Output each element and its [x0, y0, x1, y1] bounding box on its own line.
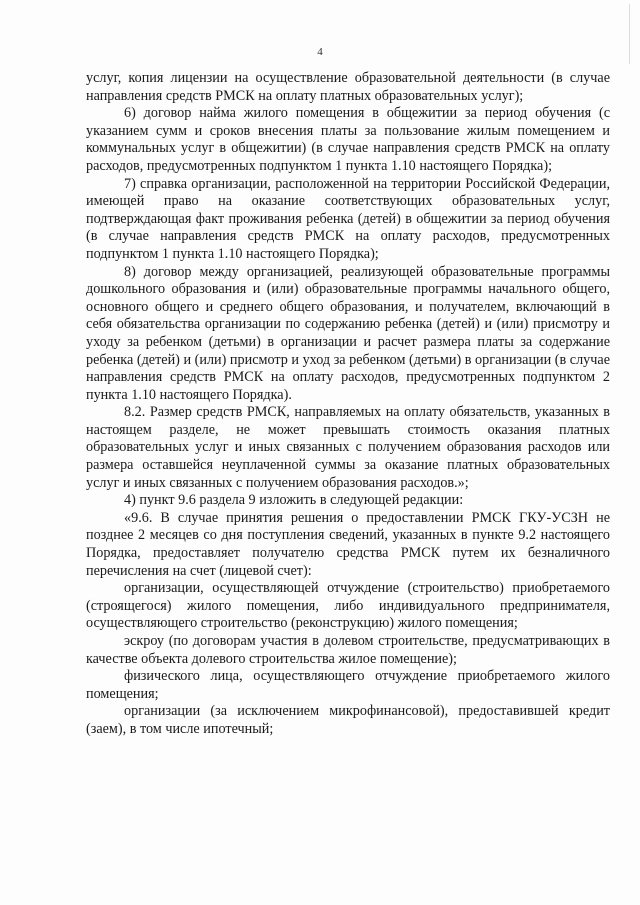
paragraph-item-6: 6) договор найма жилого помещения в общежитии за период обучения (с указанием сумм и сроков внесения платы за пользование жилым помещением и коммунальных услуг в общежитии) (в случае направления средств РМСК на оплату расходов, предусмотренных подпунктом 1 пункта 1.10 настоящего Порядка); — [86, 105, 610, 174]
paragraph-8-2: 8.2. Размер средств РМСК, направляемых на оплату обязательств, указанных в настоящем разделе, не может превышать стоимость оказания платных образовательных услуг и иных связанных с получением образования расходов или размера оставшейся неуплаченной суммы за оказание платных образовательных услуг и иных связанных с получением образования расходов.»; — [86, 404, 610, 491]
document-body — [86, 70, 610, 739]
list-item-individual: физического лица, осуществляющего отчуждение приобретаемого жилого помещения; — [86, 668, 610, 702]
paragraph-9-6-text: «9.6. В случае принятия решения о предоставлении РМСК ГКУ-УСЗН не позднее 2 месяцев со дня поступления сведений, указанных в пункте 9.2 настоящего Порядка, предоставляет получателю средства РМСК путем их безналичного перечисления на счет (лицевой счет): — [86, 509, 610, 579]
paragraph-amendment-9-6: 4) пункт 9.6 раздела 9 изложить в следующей редакции: — [124, 492, 464, 509]
page-number: 4 — [317, 46, 323, 58]
paragraph-license-continuation: услуг, копия лицензии на осуществление образовательной деятельности (в случае направления средств РМСК на оплату платных образовательных услуг); — [86, 70, 610, 104]
list-item-escrow: эскроу (по договорам участия в долевом строительстве, предусматривающих в качестве объекта долевого строительства жилое помещение); — [86, 633, 610, 667]
list-item-credit-organization: организации (за исключением микрофинансовой), предоставившей кредит (заем), в том числе ипотечный; — [86, 703, 610, 737]
paragraph-item-8: 8) договор между организацией, реализующей образовательные программы дошкольного образования и (или) образовательные программы начального общего, основного общего и среднего общего образования, и получателем, включающий в себя обязательства организации по содержанию ребенка (детей) и (или) присмотру и уходу за ребенком (детьми) в организации и расчет размера платы за содержание ребенка (детей) и (или) присмотр и уход за ребенком (детьми) в организации (в случае направления средств РМСК на оплату расходов, предусмотренных подпунктом 2 пункта 1.10 настоящего Порядка). — [86, 263, 610, 403]
list-item-organization: организации, осуществляющей отчуждение (строительство) приобретаемого (строящегося) жилого помещения, либо индивидуального предпринимателя, осуществляющего строительство (реконструкцию) жилого помещения; — [86, 580, 610, 632]
paragraph-item-7: 7) справка организации, расположенной на территории Российской Федерации, имеющей право на оказание соответствующих образовательных услуг, подтверждающая факт проживания ребенка (детей) в общежитии за период обучения (в случае направления средств РМСК на оплату расходов, предусмотренных подпунктом 1 пункта 1.10 настоящего Порядка); — [86, 175, 610, 262]
